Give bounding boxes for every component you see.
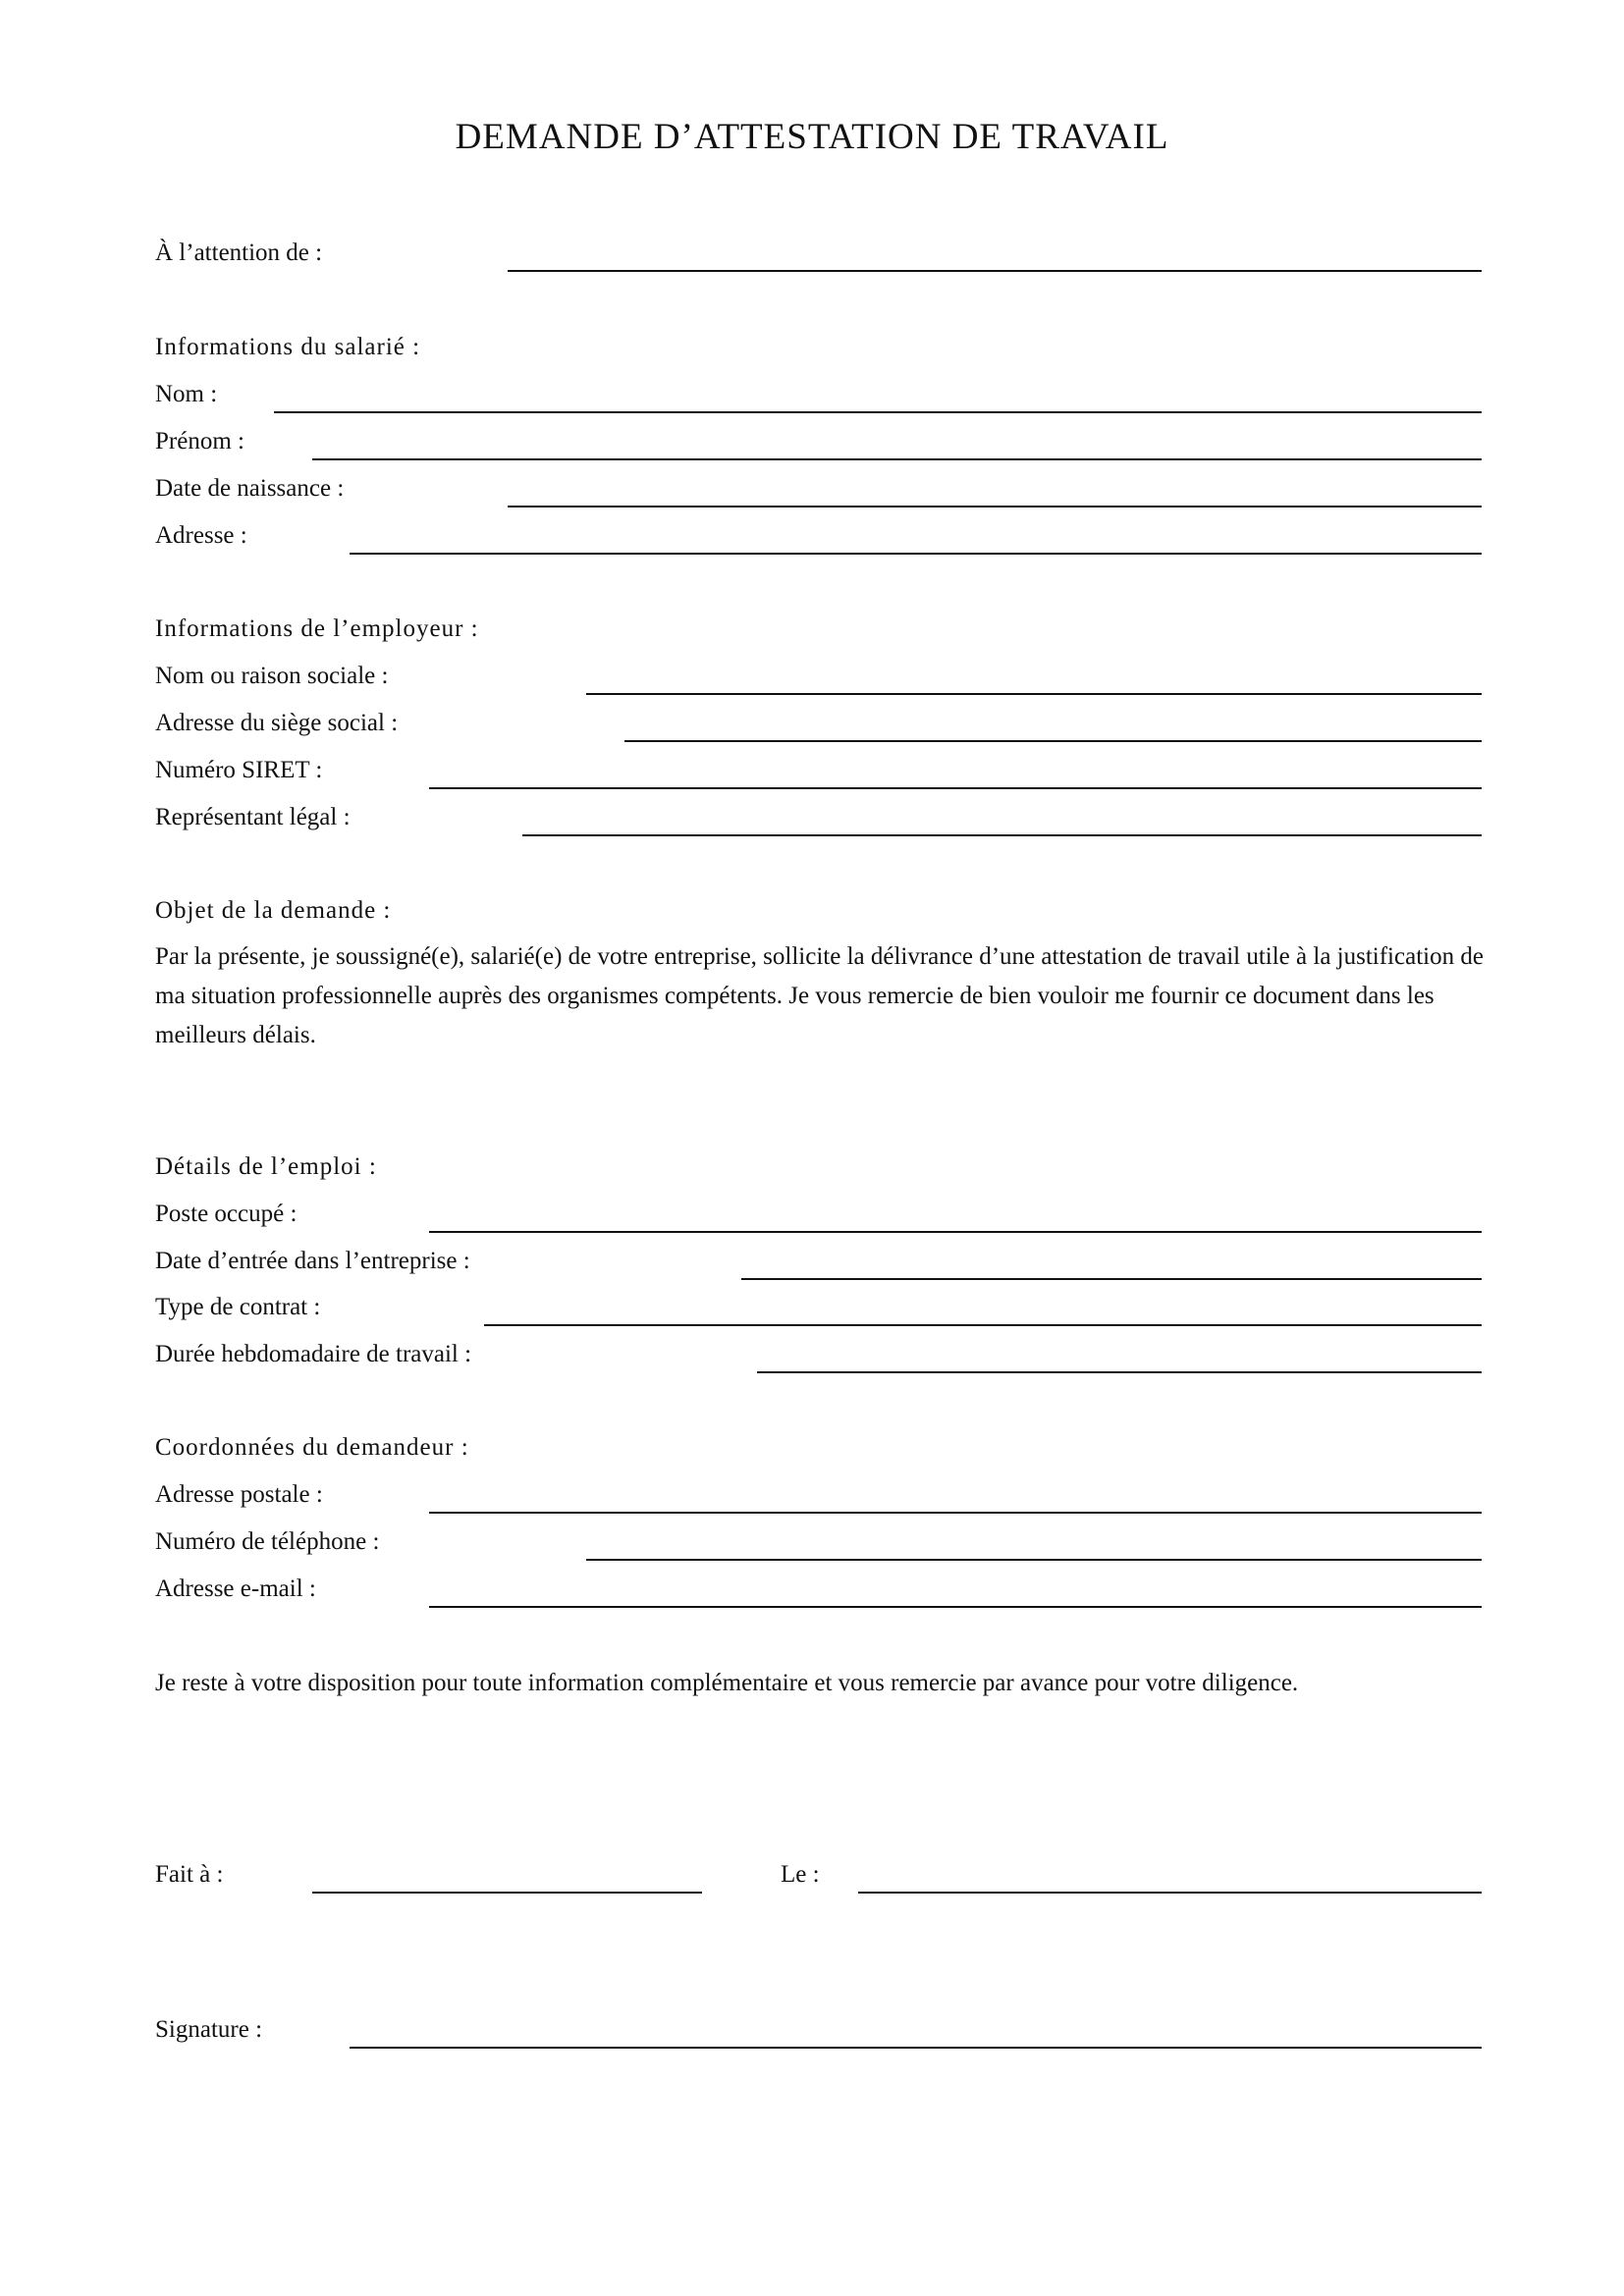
contact-section-heading: Coordonnées du demandeur :	[155, 1434, 469, 1461]
recipient-field[interactable]	[508, 270, 1482, 272]
job-weekly-hours-field[interactable]	[757, 1371, 1482, 1373]
job-position-field[interactable]	[429, 1231, 1482, 1233]
employee-firstname-label: Prénom :	[155, 428, 244, 454]
contact-postal-label: Adresse postale :	[155, 1481, 323, 1508]
employer-representative-label: Représentant légal :	[155, 804, 351, 830]
job-section-heading: Détails de l’emploi :	[155, 1153, 377, 1180]
closing-text: Je reste à votre disposition pour toute information complémentaire et vous remercie par avance pour votre diligence.	[155, 1670, 1299, 1696]
contact-phone-label: Numéro de téléphone :	[155, 1528, 380, 1555]
place-field[interactable]	[312, 1892, 702, 1894]
contact-email-label: Adresse e-mail :	[155, 1575, 316, 1602]
date-label: Le :	[781, 1861, 820, 1888]
employer-section-heading: Informations de l’employeur :	[155, 615, 479, 642]
employee-name-field[interactable]	[274, 411, 1482, 413]
employee-name-label: Nom :	[155, 381, 218, 407]
job-contract-field[interactable]	[484, 1324, 1482, 1326]
employer-hq-address-label: Adresse du siège social :	[155, 710, 399, 736]
employer-company-label: Nom ou raison sociale :	[155, 663, 389, 689]
job-start-date-field[interactable]	[741, 1278, 1482, 1280]
employee-birthdate-label: Date de naissance :	[155, 475, 345, 502]
employer-siret-field[interactable]	[429, 787, 1482, 789]
contact-phone-field[interactable]	[586, 1559, 1482, 1561]
employer-company-field[interactable]	[586, 693, 1482, 695]
signature-field[interactable]	[350, 2047, 1482, 2049]
request-section-heading: Objet de la demande :	[155, 897, 392, 924]
employer-siret-label: Numéro SIRET :	[155, 757, 323, 783]
job-weekly-hours-label: Durée hebdomadaire de travail :	[155, 1341, 472, 1367]
employer-representative-field[interactable]	[522, 834, 1482, 836]
employee-birthdate-field[interactable]	[508, 506, 1482, 507]
employee-firstname-field[interactable]	[312, 458, 1482, 460]
document-title: DEMANDE D’ATTESTATION DE TRAVAIL	[455, 117, 1169, 157]
employer-hq-address-field[interactable]	[624, 740, 1482, 742]
place-label: Fait à :	[155, 1861, 224, 1888]
date-field[interactable]	[858, 1892, 1482, 1894]
contact-postal-field[interactable]	[429, 1512, 1482, 1514]
recipient-label: À l’attention de :	[155, 240, 323, 266]
employee-address-field[interactable]	[350, 553, 1482, 555]
job-start-date-label: Date d’entrée dans l’entreprise :	[155, 1248, 470, 1274]
request-body-text: Par la présente, je soussigné(e), salarié(e) de votre entreprise, sollicite la délivrance d’une attestation de travail utile à la justification de ma situation professionnelle auprès des organismes compétents. Je vous remercie de bien vouloir me fournir ce document dans les meilleurs délais.	[155, 943, 1484, 1048]
employee-section-heading: Informations du salarié :	[155, 334, 421, 360]
signature-label: Signature :	[155, 2016, 263, 2043]
contact-email-field[interactable]	[429, 1606, 1482, 1608]
job-contract-label: Type de contrat :	[155, 1294, 321, 1320]
job-position-label: Poste occupé :	[155, 1201, 298, 1227]
employee-address-label: Adresse :	[155, 522, 247, 549]
